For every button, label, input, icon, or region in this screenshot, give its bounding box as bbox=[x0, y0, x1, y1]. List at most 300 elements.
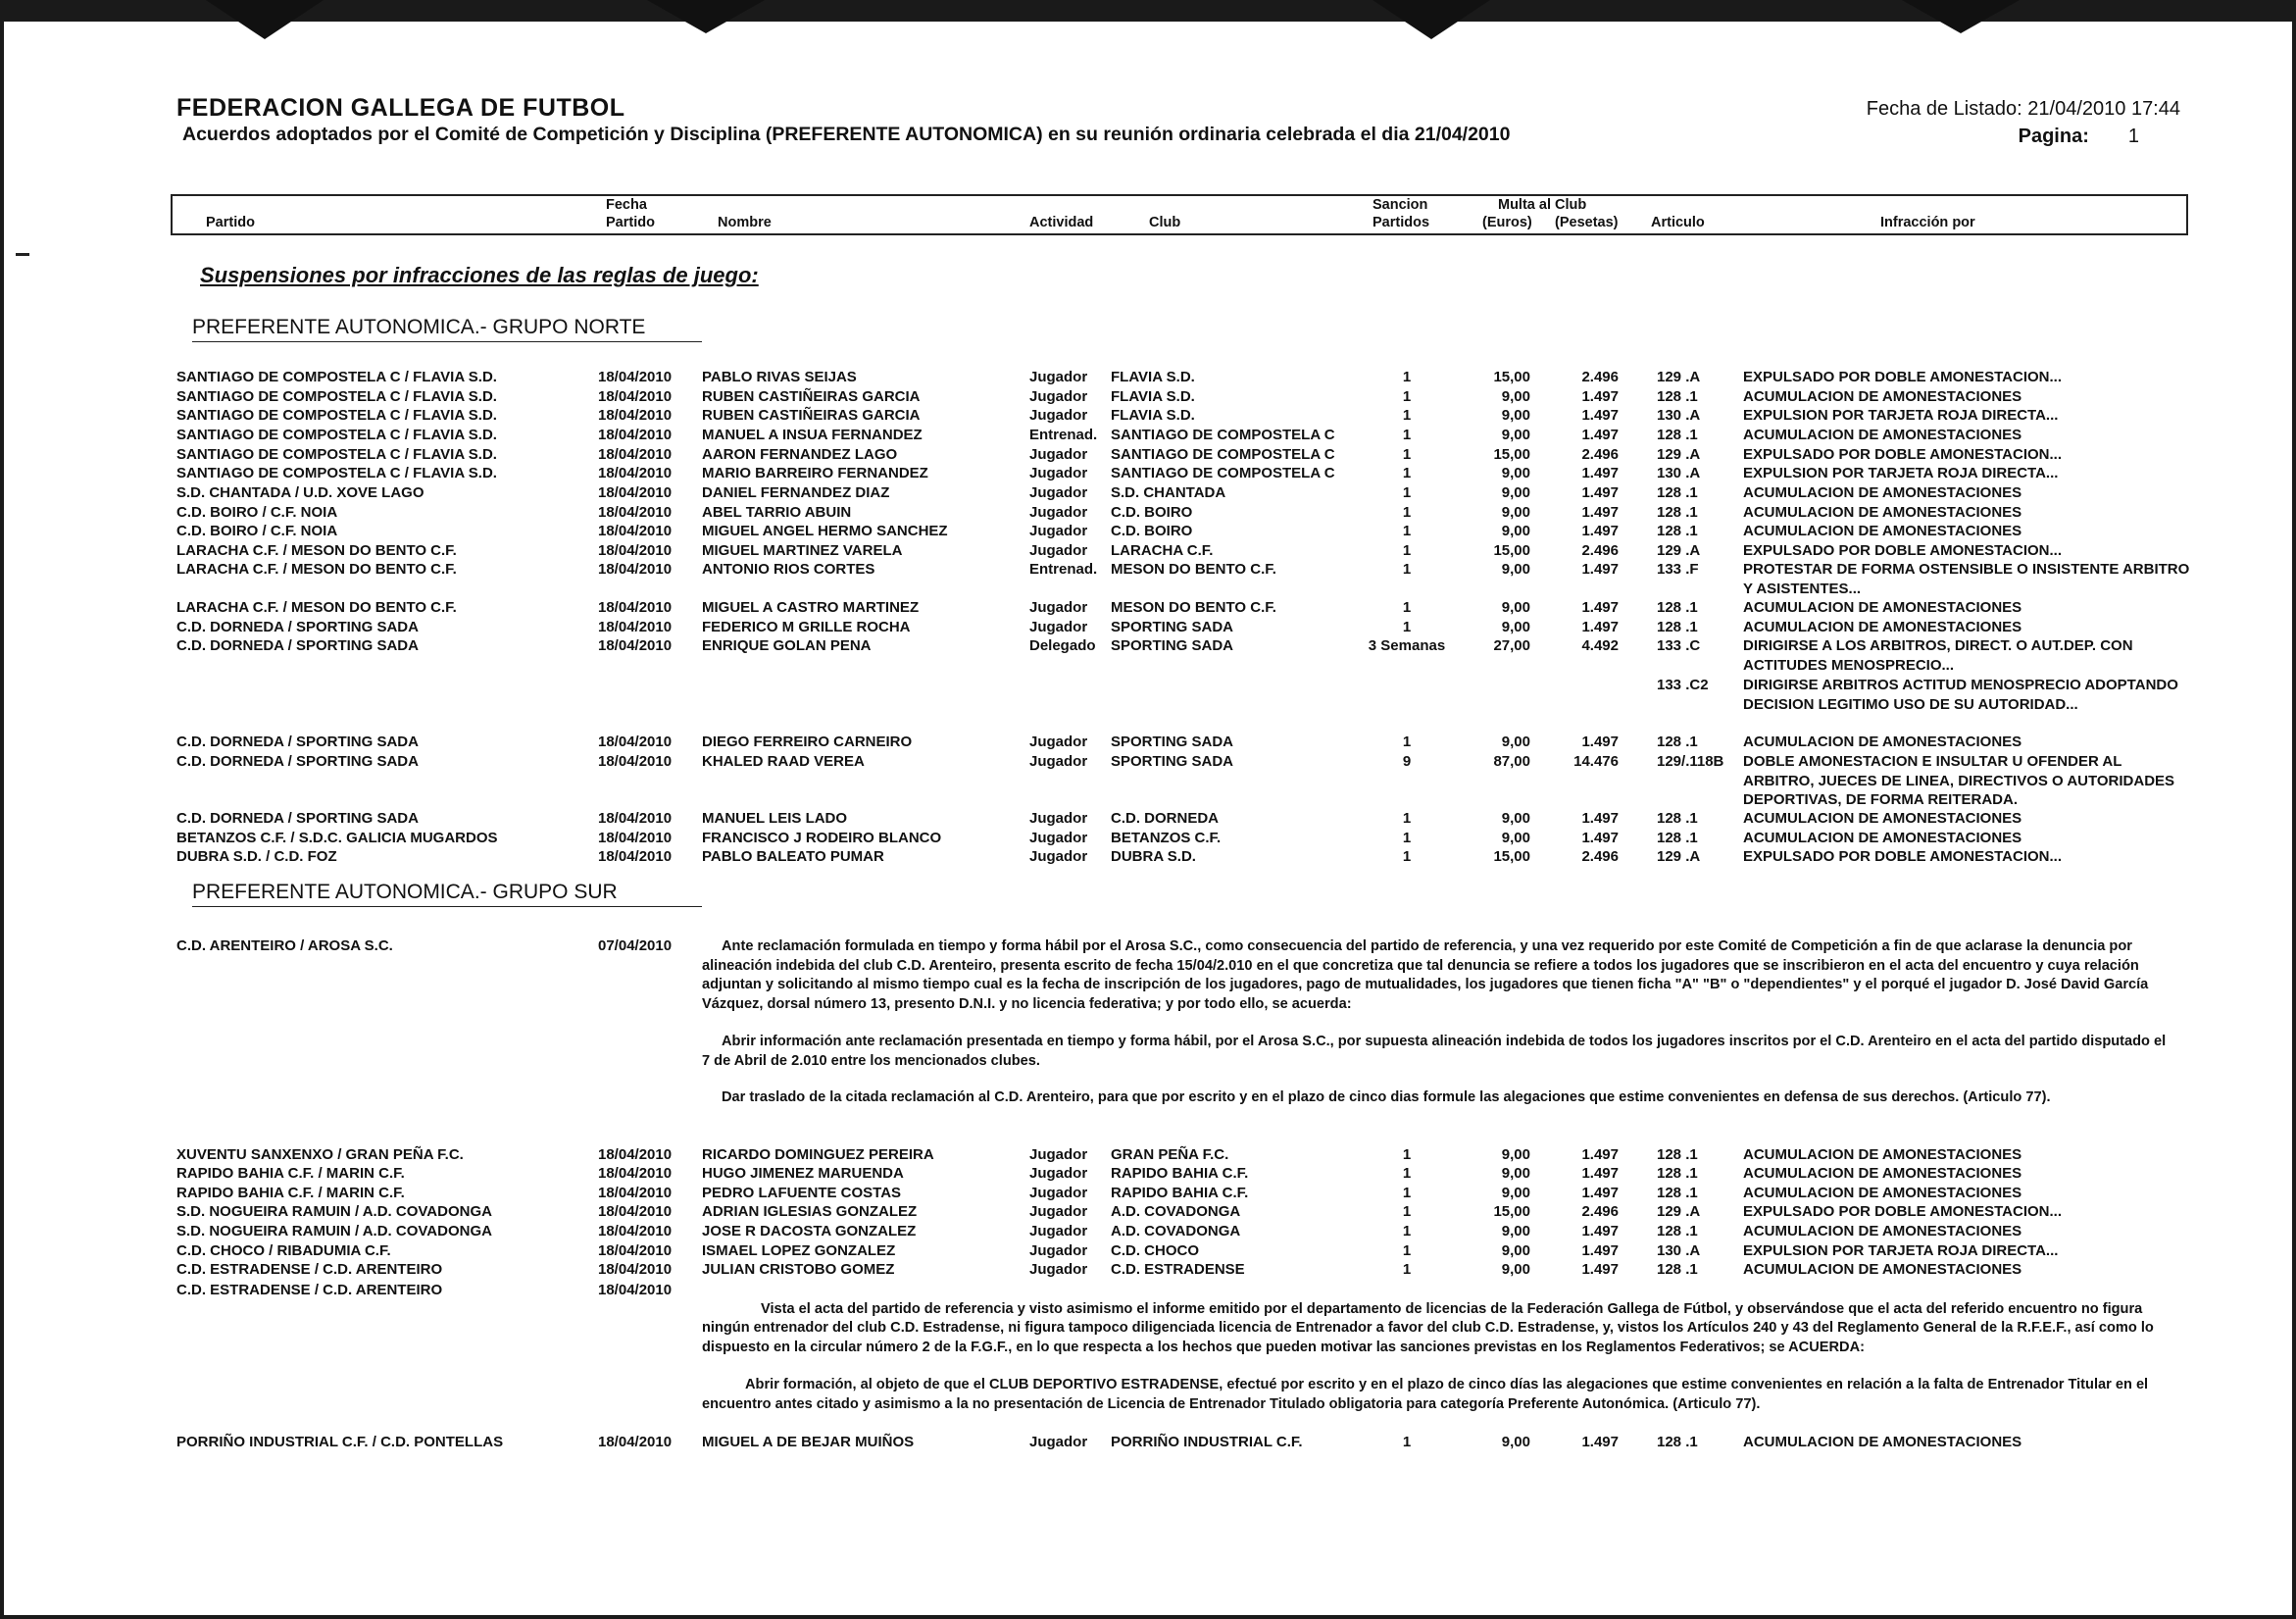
row-articulo: 128 .1 bbox=[1657, 734, 1698, 750]
row-partido: BETANZOS C.F. / S.D.C. GALICIA MUGARDOS bbox=[176, 830, 498, 846]
row-club: FLAVIA S.D. bbox=[1111, 388, 1195, 405]
row-actividad: Jugador bbox=[1029, 810, 1088, 827]
row-pesetas: 1.497 bbox=[1581, 1185, 1619, 1201]
row-pesetas: 1.497 bbox=[1581, 1223, 1619, 1240]
row-partido: C.D. ARENTEIRO / AROSA S.C. bbox=[176, 937, 393, 954]
col-fecha-2: Partido bbox=[606, 215, 655, 230]
row-articulo: 128 .1 bbox=[1657, 810, 1698, 827]
row-sancion: 1 bbox=[1402, 599, 1412, 616]
row-infraccion: ACUMULACION DE AMONESTACIONES bbox=[1743, 523, 2022, 539]
row-sancion: 1 bbox=[1402, 1185, 1412, 1201]
row-sancion: 1 bbox=[1402, 369, 1412, 385]
row-euros: 15,00 bbox=[1493, 542, 1530, 559]
row-pesetas: 1.497 bbox=[1581, 523, 1619, 539]
col-articulo: Articulo bbox=[1651, 215, 1705, 230]
row-sancion: 1 bbox=[1402, 848, 1412, 865]
col-nombre: Nombre bbox=[718, 215, 772, 230]
row-club: FLAVIA S.D. bbox=[1111, 369, 1195, 385]
row-partido: DUBRA S.D. / C.D. FOZ bbox=[176, 848, 337, 865]
row-sancion: 1 bbox=[1402, 810, 1412, 827]
col-sancion-1: Sancion bbox=[1373, 197, 1428, 213]
row-nombre: ANTONIO RIOS CORTES bbox=[702, 561, 875, 578]
row-pesetas: 1.497 bbox=[1581, 599, 1619, 616]
row-infraccion: ACUMULACION DE AMONESTACIONES bbox=[1743, 1223, 2022, 1240]
row-fecha: 18/04/2010 bbox=[598, 734, 673, 750]
row-sancion: 1 bbox=[1402, 1242, 1412, 1259]
row-sancion: 1 bbox=[1402, 407, 1412, 424]
row-club: SPORTING SADA bbox=[1111, 734, 1234, 750]
row-fecha: 18/04/2010 bbox=[598, 1165, 673, 1182]
row-euros: 15,00 bbox=[1493, 446, 1530, 463]
row-actividad: Jugador bbox=[1029, 388, 1088, 405]
row-infraccion: EXPULSADO POR DOBLE AMONESTACION... bbox=[1743, 369, 2063, 385]
row-actividad: Jugador bbox=[1029, 848, 1088, 865]
row-nombre: DANIEL FERNANDEZ DIAZ bbox=[702, 484, 890, 501]
row-sancion: 1 bbox=[1402, 1223, 1412, 1240]
row-fecha: 18/04/2010 bbox=[598, 1146, 673, 1163]
row-articulo: 128 .1 bbox=[1657, 1185, 1698, 1201]
col-partido: Partido bbox=[206, 215, 255, 230]
row-nombre: MANUEL LEIS LADO bbox=[702, 810, 848, 827]
row-fecha: 18/04/2010 bbox=[598, 446, 673, 463]
row-euros: 9,00 bbox=[1501, 407, 1530, 424]
row-pesetas: 2.496 bbox=[1581, 848, 1619, 865]
row-partido: S.D. CHANTADA / U.D. XOVE LAGO bbox=[176, 484, 424, 501]
row-partido: SANTIAGO DE COMPOSTELA C / FLAVIA S.D. bbox=[176, 388, 497, 405]
row-euros: 9,00 bbox=[1501, 830, 1530, 846]
row-partido: XUVENTU SANXENXO / GRAN PEÑA F.C. bbox=[176, 1146, 464, 1163]
row-sancion: 1 bbox=[1402, 830, 1412, 846]
row-fecha: 18/04/2010 bbox=[598, 1282, 673, 1298]
row-pesetas: 1.497 bbox=[1581, 1261, 1619, 1278]
row-actividad: Jugador bbox=[1029, 446, 1088, 463]
row-infraccion: DIRIGIRSE A LOS ARBITROS, DIRECT. O AUT.DEP. CON ACTITUDES MENOSPRECIO... bbox=[1743, 637, 2133, 674]
row-nombre: HUGO JIMENEZ MARUENDA bbox=[702, 1165, 904, 1182]
group-title-sur: PREFERENTE AUTONOMICA.- GRUPO SUR bbox=[192, 881, 618, 903]
row-fecha: 18/04/2010 bbox=[598, 1434, 673, 1450]
group-title-norte: PREFERENTE AUTONOMICA.- GRUPO NORTE bbox=[192, 316, 646, 338]
row-club: GRAN PEÑA F.C. bbox=[1111, 1146, 1229, 1163]
row-articulo: 128 .1 bbox=[1657, 427, 1698, 443]
row-pesetas: 1.497 bbox=[1581, 427, 1619, 443]
row-sancion: 1 bbox=[1402, 427, 1412, 443]
row-fecha: 18/04/2010 bbox=[598, 504, 673, 521]
row-infraccion: ACUMULACION DE AMONESTACIONES bbox=[1743, 734, 2022, 750]
margin-mark bbox=[16, 253, 29, 256]
row-infraccion: ACUMULACION DE AMONESTACIONES bbox=[1743, 388, 2022, 405]
row-club: C.D. BOIRO bbox=[1111, 504, 1193, 521]
row-infraccion: ACUMULACION DE AMONESTACIONES bbox=[1743, 1185, 2022, 1201]
row-actividad: Entrenad. bbox=[1029, 561, 1098, 578]
row-actividad: Jugador bbox=[1029, 542, 1088, 559]
resolution-paragraph: Ante reclamación formulada en tiempo y forma hábil por el Arosa S.C., como consecuencia del partido de referencia, y una vez requerido por este Comité de Competición a fin de que aclarase la denuncia por alineación indebida del club C.D. Arenteiro, presenta escrito de fecha 15/04/2.010 en el que concretiza que tal denuncia se refiere a todos los jugadores que se inscribieron en el acta del encuentro y cuya relación adjuntan y solicitando al mismo tiempo cual es la fecha de inscripción de los jugadores, pago de mutualidades, los jugadores que tienen ficha "A" "B" o "dependientes" y el porqué el jugador D. José David García Vázquez, dorsal número 13, presento D.N.I. y no licencia federativa; y por todo ello, se acuerda: bbox=[702, 938, 2149, 1012]
row-partido: C.D. CHOCO / RIBADUMIA C.F. bbox=[176, 1242, 391, 1259]
row-infraccion: ACUMULACION DE AMONESTACIONES bbox=[1743, 1261, 2022, 1278]
row-nombre: ISMAEL LOPEZ GONZALEZ bbox=[702, 1242, 896, 1259]
row-actividad: Jugador bbox=[1029, 1165, 1088, 1182]
row-pesetas: 1.497 bbox=[1581, 561, 1619, 578]
row-partido: C.D. DORNEDA / SPORTING SADA bbox=[176, 734, 419, 750]
row-euros: 15,00 bbox=[1493, 1203, 1530, 1220]
row-sancion: 3 Semanas bbox=[1368, 637, 1446, 654]
row-actividad: Jugador bbox=[1029, 1146, 1088, 1163]
row-partido: SANTIAGO DE COMPOSTELA C / FLAVIA S.D. bbox=[176, 407, 497, 424]
row-fecha: 18/04/2010 bbox=[598, 407, 673, 424]
row-articulo: 133 .C bbox=[1657, 637, 1701, 654]
row-actividad: Entrenad. bbox=[1029, 427, 1098, 443]
row-articulo: 129/.118B bbox=[1657, 753, 1724, 770]
row-club: SPORTING SADA bbox=[1111, 637, 1234, 654]
row-infraccion: DIRIGIRSE ARBITROS ACTITUD MENOSPRECIO ADOPTANDO DECISION LEGITIMO USO DE SU AUTORIDAD... bbox=[1743, 677, 2178, 713]
row-sancion: 1 bbox=[1402, 1261, 1412, 1278]
row-club: A.D. COVADONGA bbox=[1111, 1203, 1241, 1220]
row-infraccion: ACUMULACION DE AMONESTACIONES bbox=[1743, 504, 2022, 521]
row-club: SANTIAGO DE COMPOSTELA C bbox=[1111, 427, 1335, 443]
row-articulo: 128 .1 bbox=[1657, 1434, 1698, 1450]
row-pesetas: 2.496 bbox=[1581, 1203, 1619, 1220]
row-nombre: DIEGO FERREIRO CARNEIRO bbox=[702, 734, 913, 750]
row-articulo: 130 .A bbox=[1657, 465, 1701, 481]
row-actividad: Jugador bbox=[1029, 484, 1088, 501]
row-fecha: 18/04/2010 bbox=[598, 848, 673, 865]
row-nombre: RUBEN CASTIÑEIRAS GARCIA bbox=[702, 407, 921, 424]
row-sancion: 1 bbox=[1402, 619, 1412, 635]
row-fecha: 18/04/2010 bbox=[598, 619, 673, 635]
row-pesetas: 1.497 bbox=[1581, 1434, 1619, 1450]
row-pesetas: 1.497 bbox=[1581, 1146, 1619, 1163]
row-fecha: 18/04/2010 bbox=[598, 810, 673, 827]
row-pesetas: 2.496 bbox=[1581, 542, 1619, 559]
row-articulo: 128 .1 bbox=[1657, 830, 1698, 846]
row-club: C.D. DORNEDA bbox=[1111, 810, 1220, 827]
row-euros: 9,00 bbox=[1501, 504, 1530, 521]
row-articulo: 128 .1 bbox=[1657, 1223, 1698, 1240]
row-sancion: 1 bbox=[1402, 1146, 1412, 1163]
row-club: C.D. ESTRADENSE bbox=[1111, 1261, 1245, 1278]
row-nombre: PABLO BALEATO PUMAR bbox=[702, 848, 884, 865]
row-pesetas: 1.497 bbox=[1581, 1165, 1619, 1182]
row-partido: C.D. BOIRO / C.F. NOIA bbox=[176, 523, 338, 539]
row-articulo: 128 .1 bbox=[1657, 1146, 1698, 1163]
row-pesetas: 1.497 bbox=[1581, 388, 1619, 405]
row-nombre: MIGUEL A CASTRO MARTINEZ bbox=[702, 599, 920, 616]
row-sancion: 1 bbox=[1402, 446, 1412, 463]
row-pesetas: 14.476 bbox=[1573, 753, 1619, 770]
column-header-bar bbox=[171, 194, 2188, 235]
row-partido: SANTIAGO DE COMPOSTELA C / FLAVIA S.D. bbox=[176, 427, 497, 443]
row-fecha: 18/04/2010 bbox=[598, 427, 673, 443]
row-pesetas: 1.497 bbox=[1581, 734, 1619, 750]
row-articulo: 128 .1 bbox=[1657, 388, 1698, 405]
row-partido: C.D. ESTRADENSE / C.D. ARENTEIRO bbox=[176, 1282, 443, 1298]
row-nombre: PEDRO LAFUENTE COSTAS bbox=[702, 1185, 902, 1201]
row-articulo: 133 .F bbox=[1657, 561, 1699, 578]
scan-notch bbox=[206, 0, 324, 39]
row-pesetas: 1.497 bbox=[1581, 465, 1619, 481]
row-infraccion: ACUMULACION DE AMONESTACIONES bbox=[1743, 810, 2022, 827]
row-fecha: 18/04/2010 bbox=[598, 599, 673, 616]
row-infraccion: EXPULSION POR TARJETA ROJA DIRECTA... bbox=[1743, 1242, 2059, 1259]
row-pesetas: 2.496 bbox=[1581, 446, 1619, 463]
row-infraccion: EXPULSADO POR DOBLE AMONESTACION... bbox=[1743, 446, 2063, 463]
row-nombre: RICARDO DOMINGUEZ PEREIRA bbox=[702, 1146, 934, 1163]
row-fecha: 18/04/2010 bbox=[598, 465, 673, 481]
row-club: C.D. BOIRO bbox=[1111, 523, 1193, 539]
row-articulo: 133 .C2 bbox=[1657, 677, 1709, 693]
scan-notch bbox=[1373, 0, 1490, 39]
row-infraccion: ACUMULACION DE AMONESTACIONES bbox=[1743, 484, 2022, 501]
row-euros: 9,00 bbox=[1501, 427, 1530, 443]
row-fecha: 18/04/2010 bbox=[598, 388, 673, 405]
row-partido: C.D. ESTRADENSE / C.D. ARENTEIRO bbox=[176, 1261, 443, 1278]
row-infraccion: EXPULSADO POR DOBLE AMONESTACION... bbox=[1743, 1203, 2063, 1220]
row-actividad: Jugador bbox=[1029, 504, 1088, 521]
row-actividad: Jugador bbox=[1029, 1261, 1088, 1278]
row-euros: 9,00 bbox=[1501, 1242, 1530, 1259]
row-nombre: KHALED RAAD VEREA bbox=[702, 753, 865, 770]
row-club: MESON DO BENTO C.F. bbox=[1111, 599, 1276, 616]
row-infraccion: ACUMULACION DE AMONESTACIONES bbox=[1743, 830, 2022, 846]
row-articulo: 129 .A bbox=[1657, 446, 1701, 463]
row-actividad: Jugador bbox=[1029, 1223, 1088, 1240]
row-partido: C.D. DORNEDA / SPORTING SADA bbox=[176, 637, 419, 654]
page-number bbox=[2019, 126, 2139, 148]
row-infraccion: EXPULSADO POR DOBLE AMONESTACION... bbox=[1743, 848, 2063, 865]
row-pesetas: 1.497 bbox=[1581, 619, 1619, 635]
row-partido: LARACHA C.F. / MESON DO BENTO C.F. bbox=[176, 599, 457, 616]
row-nombre: MIGUEL MARTINEZ VARELA bbox=[702, 542, 903, 559]
row-partido: SANTIAGO DE COMPOSTELA C / FLAVIA S.D. bbox=[176, 465, 497, 481]
row-pesetas: 1.497 bbox=[1581, 830, 1619, 846]
row-articulo: 128 .1 bbox=[1657, 599, 1698, 616]
row-infraccion: ACUMULACION DE AMONESTACIONES bbox=[1743, 1165, 2022, 1182]
row-infraccion: ACUMULACION DE AMONESTACIONES bbox=[1743, 1434, 2022, 1450]
row-fecha: 18/04/2010 bbox=[598, 369, 673, 385]
row-sancion: 1 bbox=[1402, 388, 1412, 405]
row-articulo: 128 .1 bbox=[1657, 484, 1698, 501]
row-actividad: Jugador bbox=[1029, 753, 1088, 770]
row-articulo: 128 .1 bbox=[1657, 619, 1698, 635]
row-club: FLAVIA S.D. bbox=[1111, 407, 1195, 424]
document-subtitle: Acuerdos adoptados por el Comité de Competición y Disciplina (PREFERENTE AUTONOMICA) en su reunión ordinaria celebrada el dia 21/04/2010 bbox=[182, 124, 1511, 145]
row-club: SANTIAGO DE COMPOSTELA C bbox=[1111, 465, 1335, 481]
row-fecha: 18/04/2010 bbox=[598, 753, 673, 770]
row-fecha: 18/04/2010 bbox=[598, 523, 673, 539]
row-club: SPORTING SADA bbox=[1111, 753, 1234, 770]
row-club: SANTIAGO DE COMPOSTELA C bbox=[1111, 446, 1335, 463]
col-actividad: Actividad bbox=[1029, 215, 1094, 230]
row-actividad: Jugador bbox=[1029, 734, 1088, 750]
row-articulo: 128 .1 bbox=[1657, 504, 1698, 521]
row-euros: 9,00 bbox=[1501, 465, 1530, 481]
row-euros: 9,00 bbox=[1501, 1185, 1530, 1201]
row-club: RAPIDO BAHIA C.F. bbox=[1111, 1165, 1249, 1182]
row-euros: 9,00 bbox=[1501, 1165, 1530, 1182]
row-actividad: Jugador bbox=[1029, 407, 1088, 424]
row-nombre: PABLO RIVAS SEIJAS bbox=[702, 369, 857, 385]
row-euros: 87,00 bbox=[1493, 753, 1530, 770]
row-actividad: Jugador bbox=[1029, 369, 1088, 385]
row-nombre: ENRIQUE GOLAN PENA bbox=[702, 637, 872, 654]
row-euros: 9,00 bbox=[1501, 523, 1530, 539]
row-pesetas: 1.497 bbox=[1581, 484, 1619, 501]
row-actividad: Delegado bbox=[1029, 637, 1096, 654]
row-euros: 9,00 bbox=[1501, 599, 1530, 616]
row-fecha: 18/04/2010 bbox=[598, 1185, 673, 1201]
row-euros: 9,00 bbox=[1501, 1261, 1530, 1278]
row-infraccion: PROTESTAR DE FORMA OSTENSIBLE O INSISTENTE ARBITRO Y ASISTENTES... bbox=[1743, 561, 2190, 597]
resolution-paragraph: Dar traslado de la citada reclamación al C.D. Arenteiro, para que por escrito y en el plazo de cinco dias formule las alegaciones que estime convenientes en defensa de sus derechos. (Articulo 77). bbox=[722, 1089, 2051, 1105]
row-euros: 9,00 bbox=[1501, 561, 1530, 578]
row-infraccion: ACUMULACION DE AMONESTACIONES bbox=[1743, 599, 2022, 616]
row-pesetas: 1.497 bbox=[1581, 407, 1619, 424]
row-pesetas: 2.496 bbox=[1581, 369, 1619, 385]
row-actividad: Jugador bbox=[1029, 1434, 1088, 1450]
row-euros: 15,00 bbox=[1493, 848, 1530, 865]
col-club: Club bbox=[1149, 215, 1181, 230]
row-partido: S.D. NOGUEIRA RAMUIN / A.D. COVADONGA bbox=[176, 1223, 492, 1240]
row-fecha: 18/04/2010 bbox=[598, 484, 673, 501]
row-sancion: 1 bbox=[1402, 504, 1412, 521]
row-infraccion: DOBLE AMONESTACION E INSULTAR U OFENDER AL ARBITRO, JUECES DE LINEA, DIRECTIVOS O AUTORIDADES DEPORTIVAS, DE FORMA REITERADA. bbox=[1743, 753, 2175, 808]
row-club: SPORTING SADA bbox=[1111, 619, 1234, 635]
row-actividad: Jugador bbox=[1029, 830, 1088, 846]
resolution-paragraph bbox=[702, 1281, 2167, 1357]
row-partido: C.D. DORNEDA / SPORTING SADA bbox=[176, 753, 419, 770]
row-articulo: 130 .A bbox=[1657, 1242, 1701, 1259]
row-sancion: 1 bbox=[1402, 1203, 1412, 1220]
row-fecha: 07/04/2010 bbox=[598, 937, 673, 954]
row-articulo: 128 .1 bbox=[1657, 1261, 1698, 1278]
row-infraccion: EXPULSADO POR DOBLE AMONESTACION... bbox=[1743, 542, 2063, 559]
row-partido: SANTIAGO DE COMPOSTELA C / FLAVIA S.D. bbox=[176, 369, 497, 385]
row-partido: RAPIDO BAHIA C.F. / MARIN C.F. bbox=[176, 1165, 405, 1182]
row-nombre: ABEL TARRIO ABUIN bbox=[702, 504, 852, 521]
row-nombre: JOSE R DACOSTA GONZALEZ bbox=[702, 1223, 917, 1240]
row-nombre: MIGUEL A DE BEJAR MUIÑOS bbox=[702, 1434, 915, 1450]
listing-date: Fecha de Listado: 21/04/2010 17:44 bbox=[1866, 98, 2180, 120]
row-sancion: 1 bbox=[1402, 1434, 1412, 1450]
row-nombre: RUBEN CASTIÑEIRAS GARCIA bbox=[702, 388, 921, 405]
row-euros: 9,00 bbox=[1501, 388, 1530, 405]
row-actividad: Jugador bbox=[1029, 465, 1088, 481]
col-fecha-1: Fecha bbox=[606, 197, 647, 213]
row-sancion: 1 bbox=[1402, 734, 1412, 750]
row-euros: 9,00 bbox=[1501, 484, 1530, 501]
row-fecha: 18/04/2010 bbox=[598, 1261, 673, 1278]
row-club: PORRIÑO INDUSTRIAL C.F. bbox=[1111, 1434, 1303, 1450]
row-partido: LARACHA C.F. / MESON DO BENTO C.F. bbox=[176, 542, 457, 559]
row-pesetas: 4.492 bbox=[1581, 637, 1619, 654]
row-partido: S.D. NOGUEIRA RAMUIN / A.D. COVADONGA bbox=[176, 1203, 492, 1220]
row-club: DUBRA S.D. bbox=[1111, 848, 1196, 865]
row-articulo: 128 .1 bbox=[1657, 523, 1698, 539]
row-euros: 15,00 bbox=[1493, 369, 1530, 385]
row-articulo: 129 .A bbox=[1657, 1203, 1701, 1220]
row-club: BETANZOS C.F. bbox=[1111, 830, 1222, 846]
row-sancion: 1 bbox=[1402, 465, 1412, 481]
row-actividad: Jugador bbox=[1029, 1185, 1088, 1201]
row-partido: C.D. BOIRO / C.F. NOIA bbox=[176, 504, 338, 521]
row-nombre: FRANCISCO J RODEIRO BLANCO bbox=[702, 830, 942, 846]
row-euros: 9,00 bbox=[1501, 810, 1530, 827]
row-fecha: 18/04/2010 bbox=[598, 1242, 673, 1259]
row-partido: SANTIAGO DE COMPOSTELA C / FLAVIA S.D. bbox=[176, 446, 497, 463]
row-sancion: 1 bbox=[1402, 542, 1412, 559]
row-euros: 27,00 bbox=[1493, 637, 1530, 654]
row-articulo: 129 .A bbox=[1657, 848, 1701, 865]
row-articulo: 129 .A bbox=[1657, 542, 1701, 559]
row-actividad: Jugador bbox=[1029, 1242, 1088, 1259]
row-pesetas: 1.497 bbox=[1581, 1242, 1619, 1259]
row-actividad: Jugador bbox=[1029, 599, 1088, 616]
row-fecha: 18/04/2010 bbox=[598, 561, 673, 578]
row-nombre: AARON FERNANDEZ LAGO bbox=[702, 446, 898, 463]
row-infraccion: EXPULSION POR TARJETA ROJA DIRECTA... bbox=[1743, 407, 2059, 424]
row-infraccion: ACUMULACION DE AMONESTACIONES bbox=[1743, 619, 2022, 635]
row-sancion: 1 bbox=[1402, 484, 1412, 501]
page-value: 1 bbox=[2127, 126, 2139, 147]
document-title: FEDERACION GALLEGA DE FUTBOL bbox=[176, 94, 625, 122]
col-infraccion: Infracción por bbox=[1880, 215, 1975, 230]
row-infraccion: ACUMULACION DE AMONESTACIONES bbox=[1743, 1146, 2022, 1163]
row-actividad: Jugador bbox=[1029, 1203, 1088, 1220]
row-sancion: 1 bbox=[1402, 561, 1412, 578]
row-partido: RAPIDO BAHIA C.F. / MARIN C.F. bbox=[176, 1185, 405, 1201]
row-sancion: 9 bbox=[1402, 753, 1412, 770]
row-actividad: Jugador bbox=[1029, 619, 1088, 635]
row-club: MESON DO BENTO C.F. bbox=[1111, 561, 1276, 578]
row-infraccion: ACUMULACION DE AMONESTACIONES bbox=[1743, 427, 2022, 443]
section-title: Suspensiones por infracciones de las reglas de juego: bbox=[200, 263, 759, 287]
row-nombre: MARIO BARREIRO FERNANDEZ bbox=[702, 465, 928, 481]
row-sancion: 1 bbox=[1402, 1165, 1412, 1182]
row-fecha: 18/04/2010 bbox=[598, 1223, 673, 1240]
row-euros: 9,00 bbox=[1501, 1146, 1530, 1163]
row-infraccion: EXPULSION POR TARJETA ROJA DIRECTA... bbox=[1743, 465, 2059, 481]
row-nombre: MANUEL A INSUA FERNANDEZ bbox=[702, 427, 923, 443]
row-fecha: 18/04/2010 bbox=[598, 1203, 673, 1220]
row-euros: 9,00 bbox=[1501, 1434, 1530, 1450]
row-club: C.D. CHOCO bbox=[1111, 1242, 1199, 1259]
col-pesetas: (Pesetas) bbox=[1555, 215, 1619, 230]
col-euros: (Euros) bbox=[1482, 215, 1532, 230]
row-partido: C.D. DORNEDA / SPORTING SADA bbox=[176, 810, 419, 827]
row-club: RAPIDO BAHIA C.F. bbox=[1111, 1185, 1249, 1201]
row-sancion: 1 bbox=[1402, 523, 1412, 539]
row-euros: 9,00 bbox=[1501, 734, 1530, 750]
page-label: Pagina: bbox=[2018, 126, 2089, 147]
scan-notch bbox=[1902, 0, 2020, 33]
row-euros: 9,00 bbox=[1501, 1223, 1530, 1240]
row-club: A.D. COVADONGA bbox=[1111, 1223, 1241, 1240]
row-pesetas: 1.497 bbox=[1581, 504, 1619, 521]
row-nombre: ADRIAN IGLESIAS GONZALEZ bbox=[702, 1203, 918, 1220]
row-euros: 9,00 bbox=[1501, 619, 1530, 635]
resolution-text: Vista el acta del partido de referencia y visto asimismo el informe emitido por el departamento de licencias de la Federación Gallega de Fútbol, y observándose que el acta del referido encuentro no figura ningún entrenador del club C.D. Estradense, ni figura tampoco diligenciada licencia de Entrenador a favor del club C.D. Estradense, y, vistos los Artículos 240 y 43 del Reglamento General de la R.F.E.F., así como lo dispuesto en la circular número 2 de la F.G.F., en lo que respecta a los hechos que pueden motivar las sanciones previstas en los Reglamentos Federativos; se ACUERDA: bbox=[702, 1300, 2154, 1355]
col-sancion-2: Partidos bbox=[1373, 215, 1430, 230]
row-fecha: 18/04/2010 bbox=[598, 637, 673, 654]
row-fecha: 18/04/2010 bbox=[598, 830, 673, 846]
row-nombre: JULIAN CRISTOBO GOMEZ bbox=[702, 1261, 895, 1278]
scan-notch bbox=[647, 0, 765, 33]
row-partido: PORRIÑO INDUSTRIAL C.F. / C.D. PONTELLAS bbox=[176, 1434, 504, 1450]
resolution-paragraph: Abrir información ante reclamación presentada en tiempo y forma hábil, por el Arosa S.C., por supuesta alineación indebida de todos los jugadores inscritos por el C.D. Arenteiro en el acta del partido disputado el 7 de Abril de 2.010 entre los mencionados clubes. bbox=[702, 1034, 2167, 1069]
col-multa: Multa al Club bbox=[1498, 197, 1587, 213]
row-partido: LARACHA C.F. / MESON DO BENTO C.F. bbox=[176, 561, 457, 578]
row-nombre: MIGUEL ANGEL HERMO SANCHEZ bbox=[702, 523, 948, 539]
row-articulo: 128 .1 bbox=[1657, 1165, 1698, 1182]
